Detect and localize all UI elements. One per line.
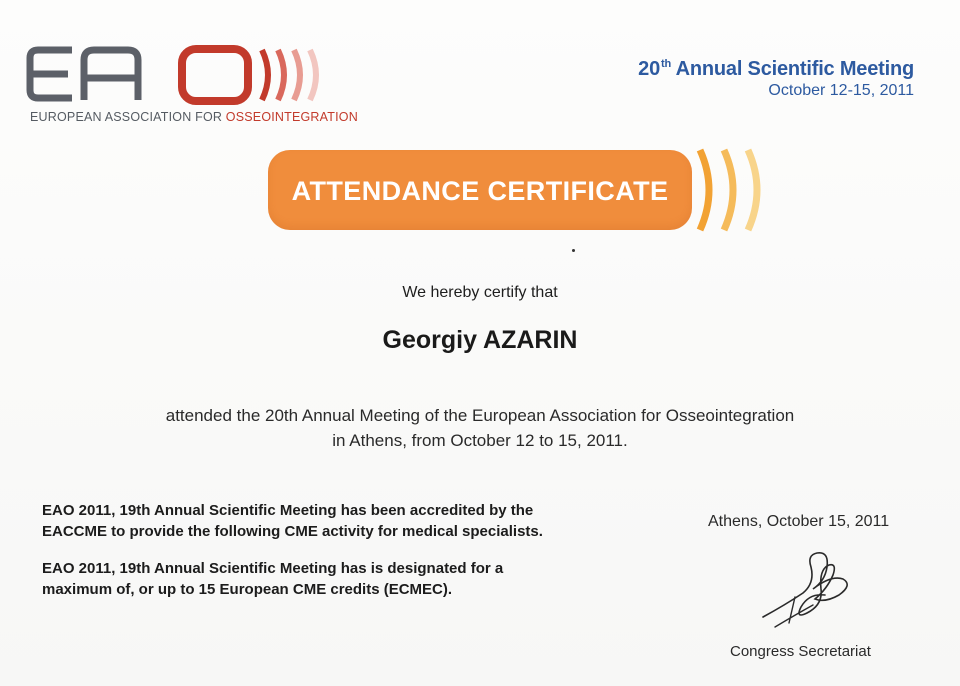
decorative-dot [572,249,575,252]
meeting-dates: October 12-15, 2011 [768,82,914,99]
eao-logo [24,38,358,130]
accreditation-paragraph-1 [42,500,662,542]
banner-arcs-icon [694,145,784,235]
accreditation-p1-line1: EAO 2011, 19th Annual Scientific Meeting has been accredited by the [42,502,534,519]
meeting-title-number: 20 [638,58,661,80]
accreditation-paragraph-2 [42,558,662,600]
attendance-statement [0,403,960,453]
attendance-line-1: attended the 20th Annual Meeting of the European Association for Osseointegration [165,406,795,425]
banner-title: ATTENDANCE CERTIFICATE [291,176,669,206]
handwritten-signature [755,545,865,635]
recipient-name: Georgiy AZARIN [382,326,578,354]
certify-statement: We hereby certify that [402,284,558,301]
congress-secretariat: Congress Secretariat [730,643,871,660]
logo-subtitle-part1: EUROPEAN ASSOCIATION FOR [30,110,226,124]
meeting-title-suffix: th [661,58,672,70]
accreditation-block [42,500,662,616]
logo-subtitle-part2: OSSEOINTEGRATION [225,110,358,124]
certificate-banner [268,150,692,230]
logo-subtitle [30,110,358,124]
meeting-title-rest: Annual Scientific Meeting [671,58,914,80]
accreditation-p2-line1: EAO 2011, 19th Annual Scientific Meeting has is designated for a [42,560,504,577]
accreditation-p1-line2: EACCME to provide the following CME activity for medical specialists. [42,523,543,540]
meeting-header [638,58,914,100]
meeting-title [638,58,914,81]
attendance-line-2: in Athens, from October 12 to 15, 2011. [332,431,628,450]
accreditation-p2-line2: maximum of, or up to 15 European CME credits (ECMEC). [42,581,453,598]
place-and-date: Athens, October 15, 2011 [708,513,890,530]
eao-logo-mark [24,38,324,108]
